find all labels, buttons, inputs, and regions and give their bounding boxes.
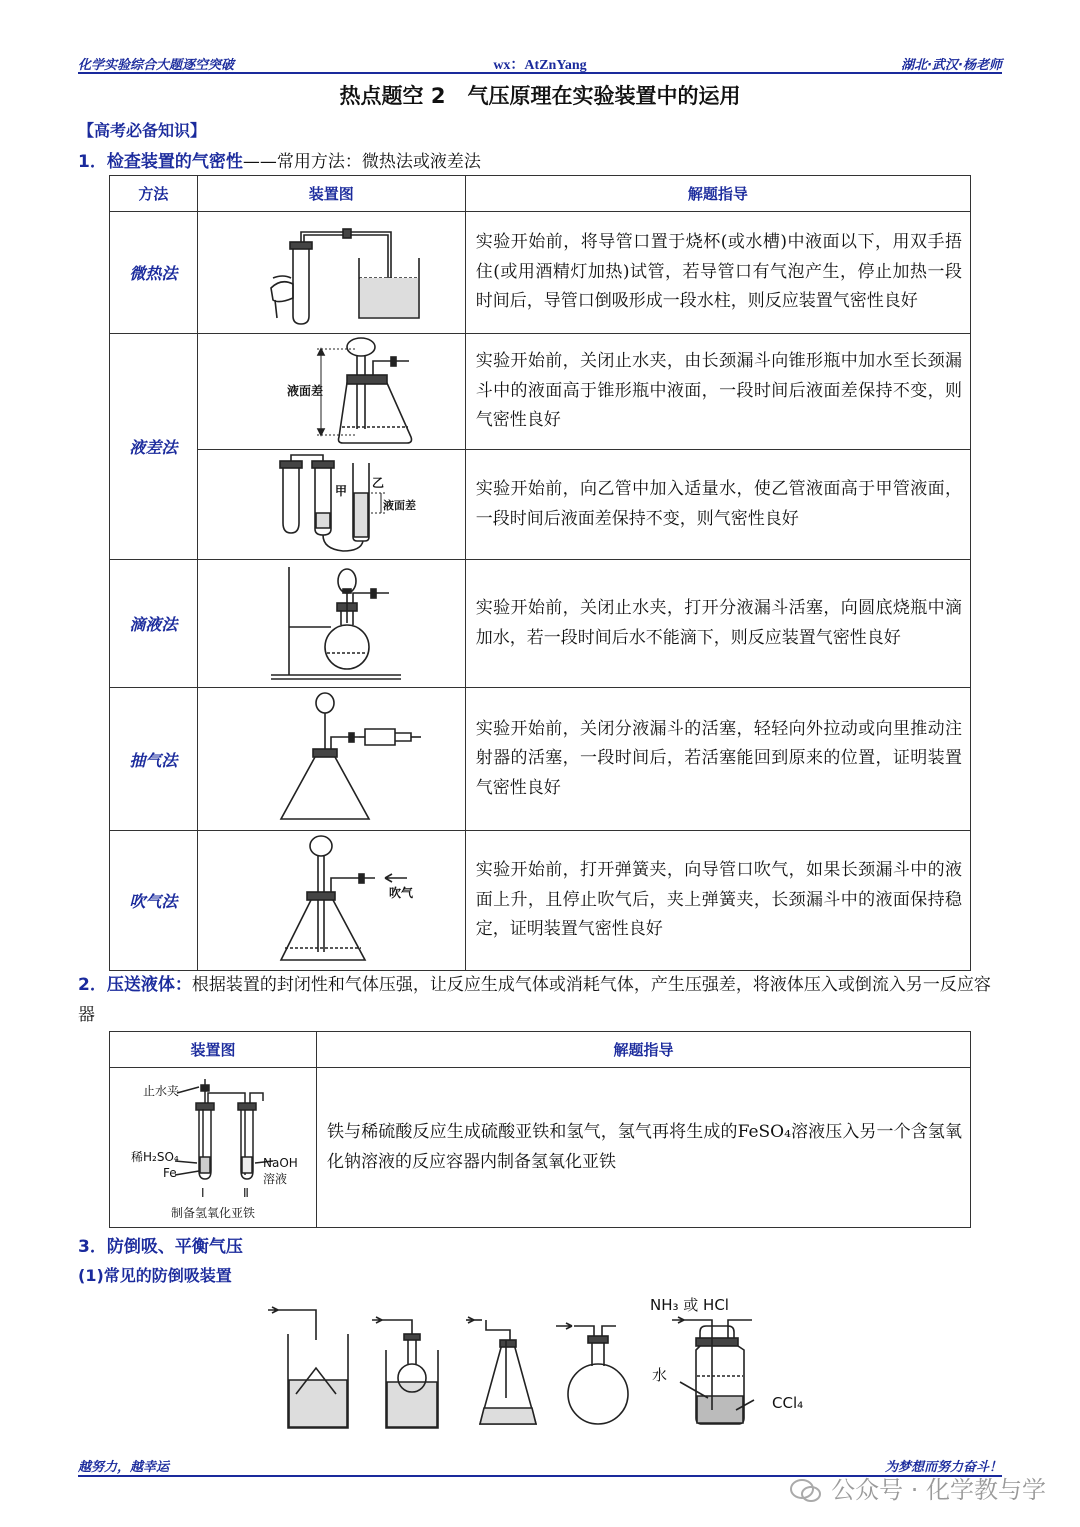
section3-heading xyxy=(78,1232,243,1257)
guide-cell: 实验开始前，向乙管中加入适量水，使乙管液面高于甲管液面，一段时间后液面差保持不变，则气密性良好 xyxy=(465,450,970,560)
col-figure: 装置图 xyxy=(197,176,465,212)
wechat-icon xyxy=(789,1478,823,1504)
header-divider xyxy=(78,72,1002,74)
header-center: wx：AtZnYang xyxy=(493,58,587,73)
watermark xyxy=(789,1470,1046,1505)
section2-paragraph xyxy=(78,970,1004,1030)
footer-right: 为梦想而努力奋斗！ xyxy=(884,1460,1002,1475)
blow-label: 吹气 xyxy=(389,885,414,900)
section3-sub xyxy=(78,1263,232,1286)
fe-label: Fe xyxy=(162,1165,177,1180)
method-cell: 滴液法 xyxy=(110,560,198,688)
level-diff-label: 液面差 xyxy=(287,383,324,398)
figure-cell xyxy=(197,212,465,334)
section3-subtitle: (1)常见的防倒吸装置 xyxy=(78,1266,232,1285)
figure-cell xyxy=(197,334,465,450)
section1-title: 检查装置的气密性 xyxy=(106,152,243,172)
section2-text: 根据装置的封闭性和气体压强，让反应生成气体或消耗气体，产生压强差，将液体压入或倒流入另一反应容器 xyxy=(78,975,991,1025)
tube2-label: Ⅱ xyxy=(242,1185,249,1200)
table-row xyxy=(110,212,971,334)
guide-cell: 实验开始前，打开弹簧夹，向导管口吹气，如果长颈漏斗中的液面上升，且停止吹气后，夹上弹簧夹，长颈漏斗中的液面保持稳定，证明装置气密性良好 xyxy=(465,831,970,971)
fig-caption: 制备氢氧化亚铁 xyxy=(170,1205,255,1220)
title-part1: 热点题空 2 xyxy=(339,84,446,108)
table-row xyxy=(110,831,971,971)
dropping-apparatus xyxy=(231,563,431,685)
table-row xyxy=(110,450,971,560)
page-title xyxy=(0,80,1080,110)
blowing-apparatus xyxy=(231,834,431,968)
section1-number: 1． xyxy=(78,152,107,172)
method-cell: 抽气法 xyxy=(110,688,198,831)
col-guide: 解题指导 xyxy=(316,1032,970,1068)
water-label: 水 xyxy=(652,1366,668,1384)
footer-left: 越努力，越幸运 xyxy=(78,1460,170,1475)
title-part2: 气压原理在实验装置中的运用 xyxy=(467,84,741,108)
solution-label: 溶液 xyxy=(262,1171,287,1186)
level-difference-apparatus xyxy=(231,337,431,447)
figure-cell xyxy=(110,1068,317,1228)
clamp-label: 止水夹 xyxy=(142,1083,179,1098)
guide-cell: 实验开始前，关闭止水夹，由长颈漏斗向锥形瓶中加水至长颈漏斗中的液面高于锥形瓶中液面，一段时间后液面差保持不变，则气密性良好 xyxy=(465,334,970,450)
gas-label: NH₃ 或 HCl xyxy=(650,1296,729,1314)
watermark-text: 公众号 · 化学教与学 xyxy=(831,1476,1046,1504)
level-diff-label-b: 液面差 xyxy=(383,498,417,512)
tube-a-label: 甲 xyxy=(335,483,348,498)
method-cell: 液差法 xyxy=(110,334,198,560)
acid-label: 稀H₂SO₄ xyxy=(130,1149,179,1164)
method-cell: 微热法 xyxy=(110,212,198,334)
col-guide: 解题指导 xyxy=(465,176,970,212)
u-tube-apparatus xyxy=(231,453,431,557)
section1-heading xyxy=(78,147,481,172)
figure-cell xyxy=(197,560,465,688)
tube1-label: Ⅰ xyxy=(200,1185,205,1200)
section3-title: 3．防倒吸、平衡气压 xyxy=(78,1237,243,1257)
section2-title: 压送液体： xyxy=(106,975,192,995)
anti-suckback-figures xyxy=(260,1290,820,1440)
figure-cell xyxy=(197,450,465,560)
guide-cell: 铁与稀硫酸反应生成硫酸亚铁和氢气，氢气再将生成的FeSO₄溶液压入另一个含氢氧化钠溶液的反应容器内制备氢氧化亚铁 xyxy=(316,1068,970,1228)
guide-cell: 实验开始前，将导管口置于烧杯(或水槽)中液面以下，用双手捂住(或用酒精灯加热)试管，若导管口有气泡产生，停止加热一段时间后，导管口倒吸形成一段水柱，则反应装置气密性良好 xyxy=(465,212,970,334)
guide-cell: 实验开始前，关闭止水夹，打开分液漏斗活塞，向圆底烧瓶中滴加水，若一段时间后水不能滴下，则反应装置气密性良好 xyxy=(465,560,970,688)
method-cell: 吹气法 xyxy=(110,831,198,971)
guide-cell: 实验开始前，关闭分液漏斗的活塞，轻轻向外拉动或向里推动注射器的活塞，一段时间后，若活塞能回到原来的位置，证明装置气密性良好 xyxy=(465,688,970,831)
airtightness-table xyxy=(109,175,971,971)
table-row xyxy=(110,1068,971,1228)
header-right: 湖北·武汉·杨老师 xyxy=(901,58,1002,73)
knowledge-tag: 【高考必备知识】 xyxy=(78,121,207,140)
pressure-transfer-table xyxy=(109,1031,971,1228)
syringe-apparatus xyxy=(231,691,431,827)
table-row xyxy=(110,334,971,450)
col-method: 方法 xyxy=(110,176,198,212)
header-left: 化学实验综合大题逐空突破 xyxy=(78,58,235,73)
ferrous-hydroxide-apparatus xyxy=(113,1071,313,1225)
ccl4-label: CCl₄ xyxy=(772,1394,804,1412)
table-row xyxy=(110,688,971,831)
col-figure: 装置图 xyxy=(110,1032,317,1068)
page-header xyxy=(78,52,1002,72)
tube-b-label: 乙 xyxy=(372,475,385,490)
section1-rest: ——常用方法：微热法或液差法 xyxy=(242,152,481,172)
figure-cell xyxy=(197,688,465,831)
section2-number: 2． xyxy=(78,975,107,995)
table-row xyxy=(110,560,971,688)
naoh-label: NaOH xyxy=(262,1155,298,1170)
figure-cell xyxy=(197,831,465,971)
micro-heat-apparatus xyxy=(231,218,431,328)
